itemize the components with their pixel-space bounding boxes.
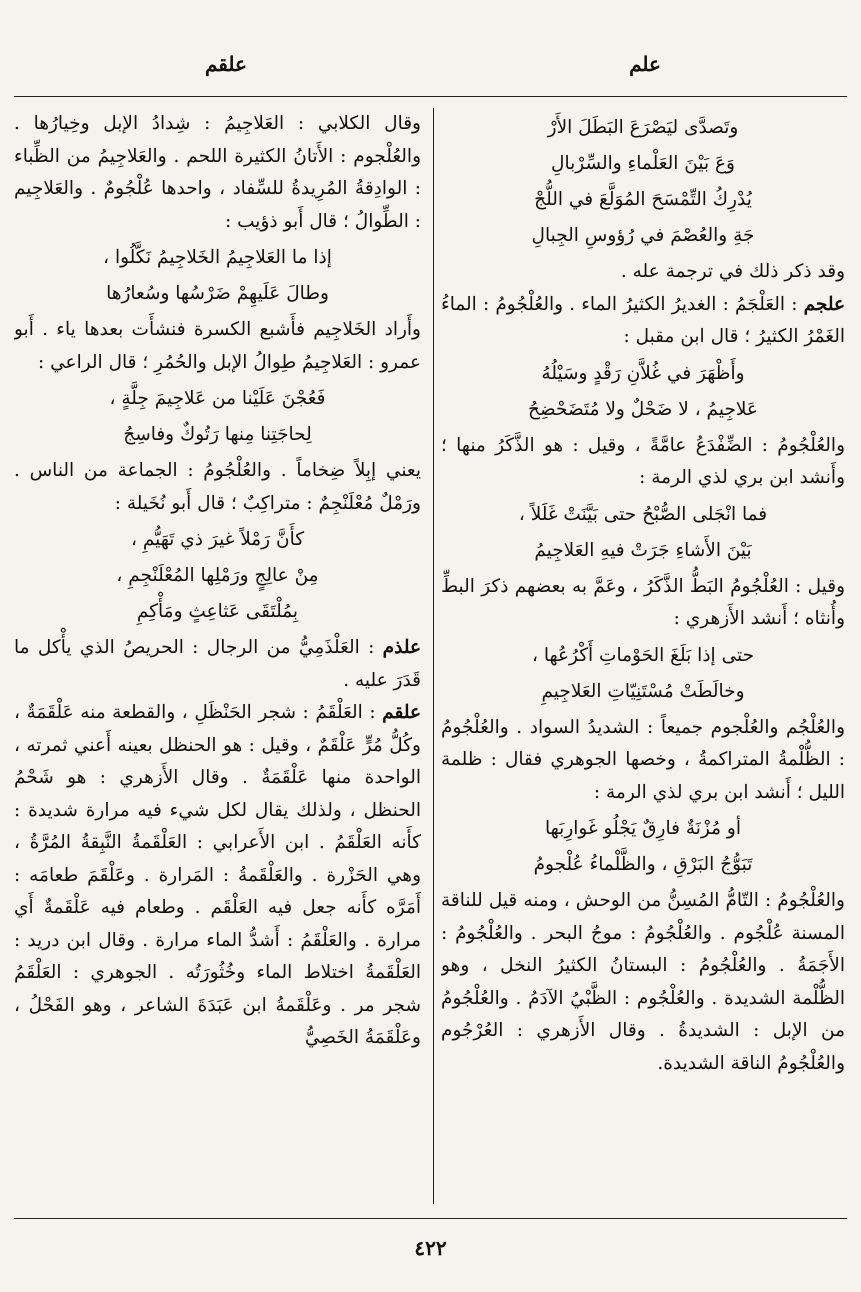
- verse-block: [14, 381, 421, 453]
- header-last-entry: علقم: [205, 52, 247, 76]
- paragraph: وقيل : العُلْجُومُ البَطُّ الذَّكَرُ ، وعَمَّ به بعضهم ذكرَ البطِّ وأُنثاه ؛ أَنشد الأَزهري :: [441, 575, 845, 629]
- verse-line: مِنْ عالِجٍ ورَمْلِها المُعْلَنْجِمِ ،: [116, 565, 319, 586]
- paragraph: والعُلْجُومُ : التّامُّ المُسِنُّ من الوحش ، ومنه قيل للناقة المسنة عُلْجُوم . والعُلْجُومُ : موجُ البحر . والعُلْجُومُ : الأَجَمَةُ . والعُلْجُومُ : البستانُ الكثيرُ النخل ، وهو الظُّلْمة الشديدة . والعُلْجُوم : الظَّبْيُ الآدَمُ . والعُلْجُومُ من الإبل : الشديدةُ . وقال الأَزهري : العُرْجُوم والعُلْجُومُ الناقة الشديدة.: [441, 890, 845, 1074]
- verse-line: وأَظْهَرَ في غُلاَّنِ رَقْدٍ وسَيْلُهُ: [541, 362, 745, 384]
- verse-block: [14, 240, 421, 312]
- verse-line: جَةِ والعُصْمَ في رُؤوسِ الجِبالِ: [531, 225, 755, 246]
- verse-line: وَعَ بَيْنَ العَلْماءِ والسِّرْبالِ: [551, 153, 735, 174]
- verse-line: يُدْرِكُ التِّمْسَحَ المُوَلَّعَ في اللُّجْ: [534, 189, 752, 210]
- verse-line: بِمُلْتَقَى عَثاعِثٍ ومَأْكِمِ: [136, 601, 299, 622]
- verse-line: بَيْنَ الأَشاءِ جَرَتْ فيهِ العَلاجِيمُ: [534, 539, 752, 561]
- verse-block: [441, 356, 845, 428]
- column-divider: [433, 108, 434, 1204]
- verse-line: إذا ما العَلاجِيمُ الخَلاجِيمُ نَكَّلُوا ،: [103, 247, 332, 268]
- verse-line: أو مُزْنَةٌ فارِقٌ يَجْلُو غَوارِبَها: [545, 818, 741, 839]
- entry-text: : العَلْذَمِيُّ من الرجال : الحريصُ الذي يأْكل ما قَدَرَ عليه .: [14, 637, 421, 691]
- paragraph: وأَراد الخَلاجِيم فأَشبع الكسرة فنشأَت بعدها ياء . أَبو عمرو : العَلاجِيمُ طِوالُ الإبل والحُمُرِ ؛ قال الراعي :: [14, 319, 421, 373]
- verse-line: لِحاجَتِنا مِنها رَتُوكٌ وفاسِجُ: [123, 424, 312, 445]
- right-column: [441, 108, 845, 1210]
- entry-paragraph: [14, 632, 421, 697]
- page-number: ٤٢٢: [414, 1236, 447, 1260]
- verse-line: وخالَطَتْ مُسْتَنِيّاتِ العَلاجِيمِ: [541, 680, 745, 702]
- entry-text: : العَلْجَمُ : الغديرُ الكثيرُ الماء . والعُلْجُومُ : الماءُ الغَمْرُ الكثيرُ ؛ قال ابن مقبل :: [441, 293, 845, 347]
- verse-block: [441, 811, 845, 883]
- verse-line: فَعُجْنَ عَلَيْنا من عَلاجِيمَ جِلَّةٍ ،: [109, 388, 326, 409]
- header-root-word: علم: [629, 52, 661, 76]
- verse-line: وطالَ عَلَيهِمْ ضَرْسُها وسُعارُها: [106, 283, 329, 304]
- left-column: [14, 108, 421, 1210]
- verse-line: فما انْجَلى الصُّبْحُ حتى بَيَّنَتْ غَلَلاً ،: [518, 503, 768, 525]
- paragraph: والعُلْجُومُ : الضِّفْدَعُ عامَّةً ، وقيل : هو الذَّكَرُ منها ؛ وأَنشد ابن بري لذي الرمة :: [441, 434, 845, 488]
- entry-headword: علقم: [382, 702, 421, 723]
- paragraph: يعني إبِلاً ضِخاماً . والعُلْجُومُ : الجماعة من الناس . ورَمْلٌ مُعْلَنْجِمٌ : متراكِبٌ ؛ قال أَبو نُخَيلة :: [14, 460, 421, 514]
- verse-block: [14, 522, 421, 630]
- verse-block: [441, 638, 845, 710]
- verse-line: حتى إذا بَلَغَ الحَوْماتِ أَكْرُعُها ،: [531, 644, 755, 666]
- paragraph: وقد ذكر ذلك في ترجمة عله .: [620, 261, 845, 282]
- verse-line: عَلاجِيمُ ، لا ضَحْلٌ ولا مُتَضَحْضِحُ: [528, 398, 758, 420]
- entry-text: : العَلْقَمُ : شجر الحَنْظَلِ ، والقطعة منه عَلْقَمَةٌ ، وكُلُّ مُرٍّ عَلْقَمٌ ، وقيل : هو الحنظل بعينه أَعني ثمرته ، الواحدة منها عَلْقَمَةٌ . وقال الأَزهري : هو شَحْمُ الحنظل ، ولذلك يقال لكل شيء فيه مرارة شديدة : كأَنه العَلْقَمُ . ابن الأَعرابي : العَلْقَمةُ النَّبِقةُ المُرَّةُ ، وهي الحَزْرة . والعَلْقَمةُ : المَرارة . وعَلْقَمَ طعامَه : أَمَرَّه كأَنه جعل فيه العَلْقَم . وطعام فيه عَلْقَمةٌ أَي مرارة . والعَلْقَمُ : أَشدُّ الماء مرارة . وقال ابن دريد : العَلْقَمةُ اختلاط الماء وخُثُورَتُه . الجوهري : العَلْقَمُ شجر مر . وعَلْقَمةُ ابن عَبَدَةَ الشاعر ، وهو الفَحْلُ ، وعَلْقَمَةُ الخَصِيُّ: [14, 702, 421, 1048]
- verse-line: كأَنَّ رَمْلاً غيرَ ذي تَهَيُّمِ ،: [130, 529, 305, 550]
- entry-headword: علجم: [803, 293, 845, 315]
- bottom-rule: [14, 1218, 847, 1219]
- paragraph: وقال الكلابي : العَلاجِيمُ : شِدادُ الإبل وخِيارُها . والعُلْجوم : الأَتانُ الكثيرة اللحم . والعَلاجِيمُ من الظِّباء : الوادِقةُ المُرِيدةُ للسِّفاد ، واحدها عُلْجُومٌ . والعَلاجِيم : الطِّوالُ ؛ قال أَبو ذؤيب :: [14, 113, 421, 232]
- paragraph: والعُلْجُم والعُلْجوم جميعاً : الشديدُ السواد . والعُلْجُومُ : الظُّلْمةُ المتراكمةُ ، وخصها الجوهري فقال : ظلمة الليل ؛ أَنشد ابن بري لذي الرمة :: [441, 716, 845, 803]
- verse-block: [441, 110, 845, 254]
- verse-line: تَبَوُّجُ البَرْقِ ، والظَّلْماءُ عُلْجومُ: [533, 854, 753, 875]
- entry-paragraph: [14, 697, 421, 1055]
- verse-block: [441, 497, 845, 569]
- entry-paragraph: [441, 289, 845, 354]
- entry-headword: علذم: [382, 637, 421, 658]
- top-rule: [14, 96, 847, 97]
- verse-line: وتَصدَّى ليَصْرَعَ البَطَلَ الأَرْ: [547, 117, 739, 138]
